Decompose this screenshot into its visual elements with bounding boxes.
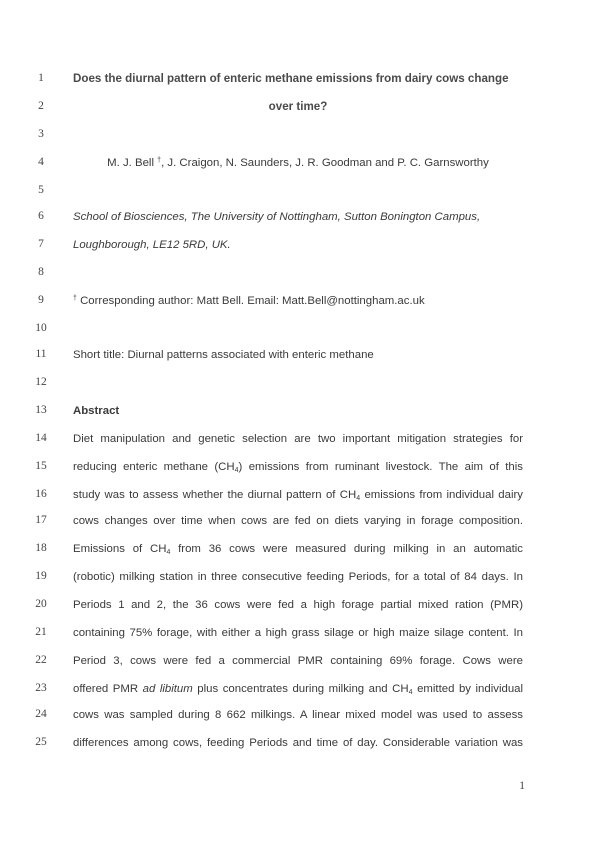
abstract-line: reducing enteric methane $(CH_4)$ emissions from ruminant livestock. The aim of this [73,461,523,474]
page-number: 1 [519,780,525,792]
line-number: 17 [35,514,47,526]
abstract-line: Period 3, cows were fed a commercial PMR containing 69% forage. Cows were [73,655,523,667]
line-number: 4 [38,156,44,168]
abstract-line: containing 75% forage, with either a high grass silage or high maize silage content. In [73,627,523,639]
line-number: 25 [35,736,47,748]
line-number: 5 [38,184,44,196]
affiliation-line-2: Loughborough, LE12 5RD, UK. [73,239,231,251]
line-number: 16 [35,488,47,500]
abstract-heading: Abstract [73,405,120,417]
line-number: 13 [35,404,47,416]
author-first: M. J. Bell [107,157,154,169]
line-number: 6 [38,210,44,222]
line-number: 15 [35,460,47,472]
corresponding-text: Corresponding author: Matt Bell. Email: Matt.Bell@nottingham.ac.uk [76,295,425,307]
author-list [73,156,523,170]
line-number: 8 [38,266,44,278]
abstract-line: Diet manipulation and genetic selection are two important mitigation strategies for [73,433,523,445]
line-number: 18 [35,542,47,554]
line-number: 9 [38,294,44,306]
short-title: Short title: Diurnal patterns associated with enteric methane [73,349,374,361]
line-number: 3 [38,128,44,140]
author-rest: , J. Craigon, N. Saunders, J. R. Goodman and P. C. Garnsworthy [161,157,489,169]
abstract-line: Periods 1 and 2, the 36 cows were fed a high forage partial mixed ration (PMR) [73,599,523,611]
abstract-line: cows changes over time when cows are fed on diets varying in forage composition. [73,515,523,527]
abstract-line: offered PMR ad libitum plus concentrates during milking and $CH_4$ emitted by individual [73,683,524,696]
abstract-line: (robotic) milking station in three consecutive feeding Periods, for a total of 84 days. In [73,571,523,583]
abstract-line: differences among cows, feeding Periods and time of day. Considerable variation was [73,737,523,749]
paper-title-line-1: Does the diurnal pattern of enteric methane emissions from dairy cows change [73,72,509,85]
paper-title-line-2: over time? [268,100,328,113]
dagger-mark: † [73,295,77,302]
line-number: 23 [35,682,47,694]
line-number: 11 [35,348,47,360]
affiliation-line-1: School of Biosciences, The University of Nottingham, Sutton Bonington Campus, [73,211,481,223]
line-number: 1 [38,72,44,84]
line-number: 10 [35,322,47,334]
corresponding-author [73,294,523,308]
line-number: 20 [35,598,47,610]
line-number: 22 [35,654,47,666]
line-number: 14 [35,432,47,444]
abstract-line: Emissions of $CH_4$ from 36 cows were measured during milking in an automatic [73,543,523,556]
line-number: 7 [38,238,44,250]
line-number: 24 [35,708,47,720]
line-number: 21 [35,626,47,638]
dagger-mark: † [157,157,162,164]
line-number: 19 [35,570,47,582]
line-number: 2 [38,100,44,112]
abstract-line: cows was sampled during 8 662 milkings. A linear mixed model was used to assess [73,709,523,721]
line-number: 12 [35,376,47,388]
abstract-line: study was to assess whether the diurnal pattern of $CH_4$ emissions from individual dairy [73,489,523,502]
